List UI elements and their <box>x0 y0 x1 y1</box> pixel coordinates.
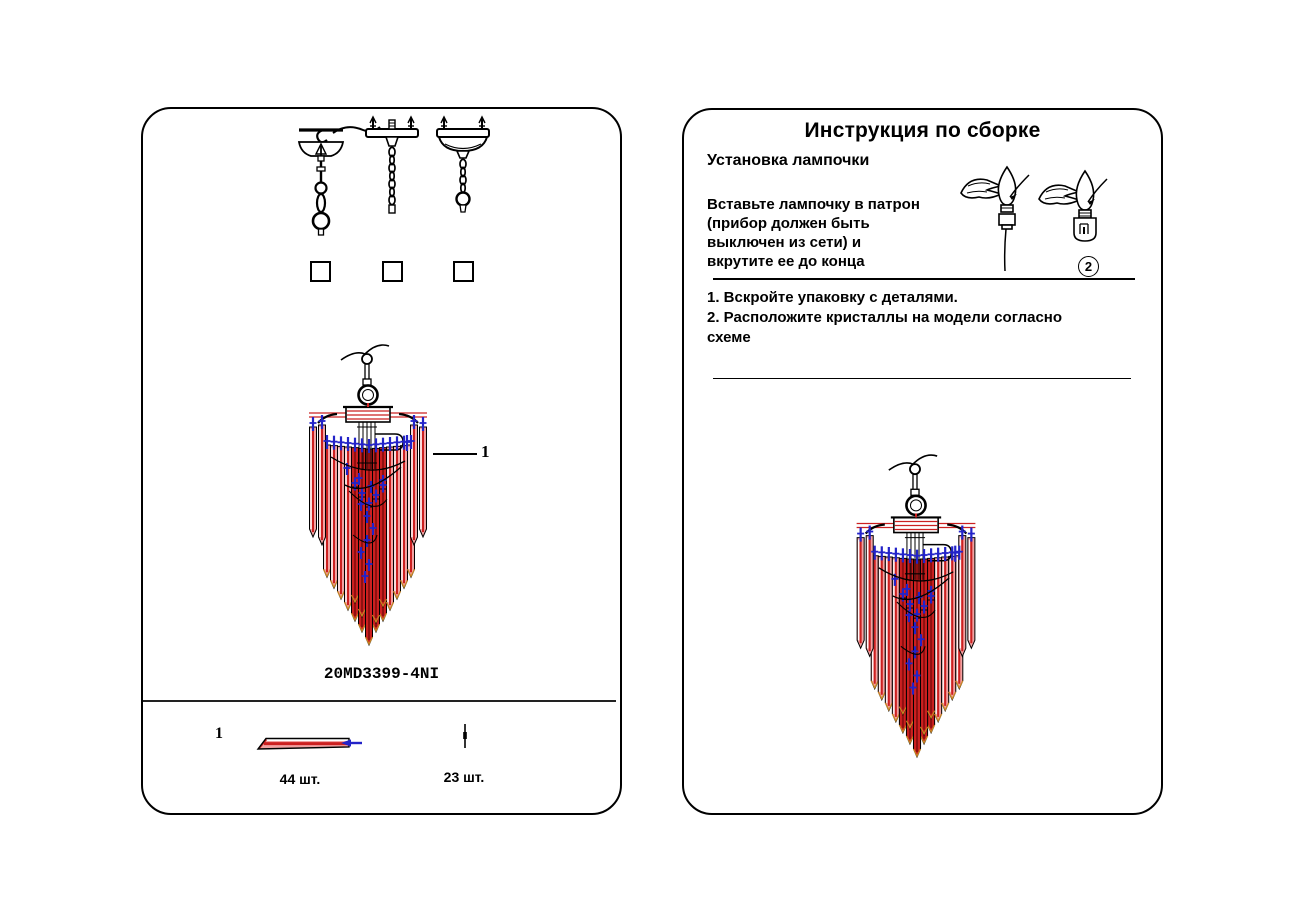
step-line: 1. Вскройте упаковку с деталями. <box>707 289 958 306</box>
hand-screwing-bulb-icon <box>955 163 1141 275</box>
part-ref: 1 <box>215 725 223 742</box>
chandelier-diagram <box>303 337 433 647</box>
chandelier-scheme-diagram <box>850 447 982 759</box>
right-panel <box>682 108 1163 815</box>
bracket-dome-mount-icon <box>437 117 489 212</box>
body-line: вкрутите ее до конца <box>707 253 865 270</box>
mounting-options-diagram <box>287 115 499 287</box>
page-title: Инструкция по сборке <box>804 119 1041 142</box>
canopy-box-icons <box>311 262 473 281</box>
section-divider <box>713 378 1131 379</box>
step-line: схеме <box>707 329 751 346</box>
bulb-instructions <box>707 195 920 271</box>
callout-line <box>433 453 477 455</box>
section-divider <box>713 278 1135 280</box>
section-heading: Установка лампочки <box>707 152 870 169</box>
assembly-steps <box>707 288 1127 348</box>
body-line: Вставьте лампочку в патрон <box>707 196 920 213</box>
pin-icon <box>459 722 471 750</box>
part-qty: 44 шт. <box>279 771 321 787</box>
callout-label: 1 <box>481 442 490 461</box>
hook-mount-icon <box>299 127 380 235</box>
parts-divider <box>143 700 616 702</box>
body-line: (прибор должен быть <box>707 215 870 232</box>
model-number: 20MD3399-4NI <box>323 665 440 683</box>
part-qty: 23 шт. <box>443 769 485 785</box>
bracket-chain-mount-icon <box>366 117 418 213</box>
body-line: выключен из сети) и <box>707 234 862 251</box>
left-panel <box>141 107 622 815</box>
crystal-bar-icon <box>245 730 363 756</box>
step-line: 2. Расположите кристаллы на модели согласно <box>707 309 1063 326</box>
figure-number-badge: 2 <box>1078 256 1099 277</box>
